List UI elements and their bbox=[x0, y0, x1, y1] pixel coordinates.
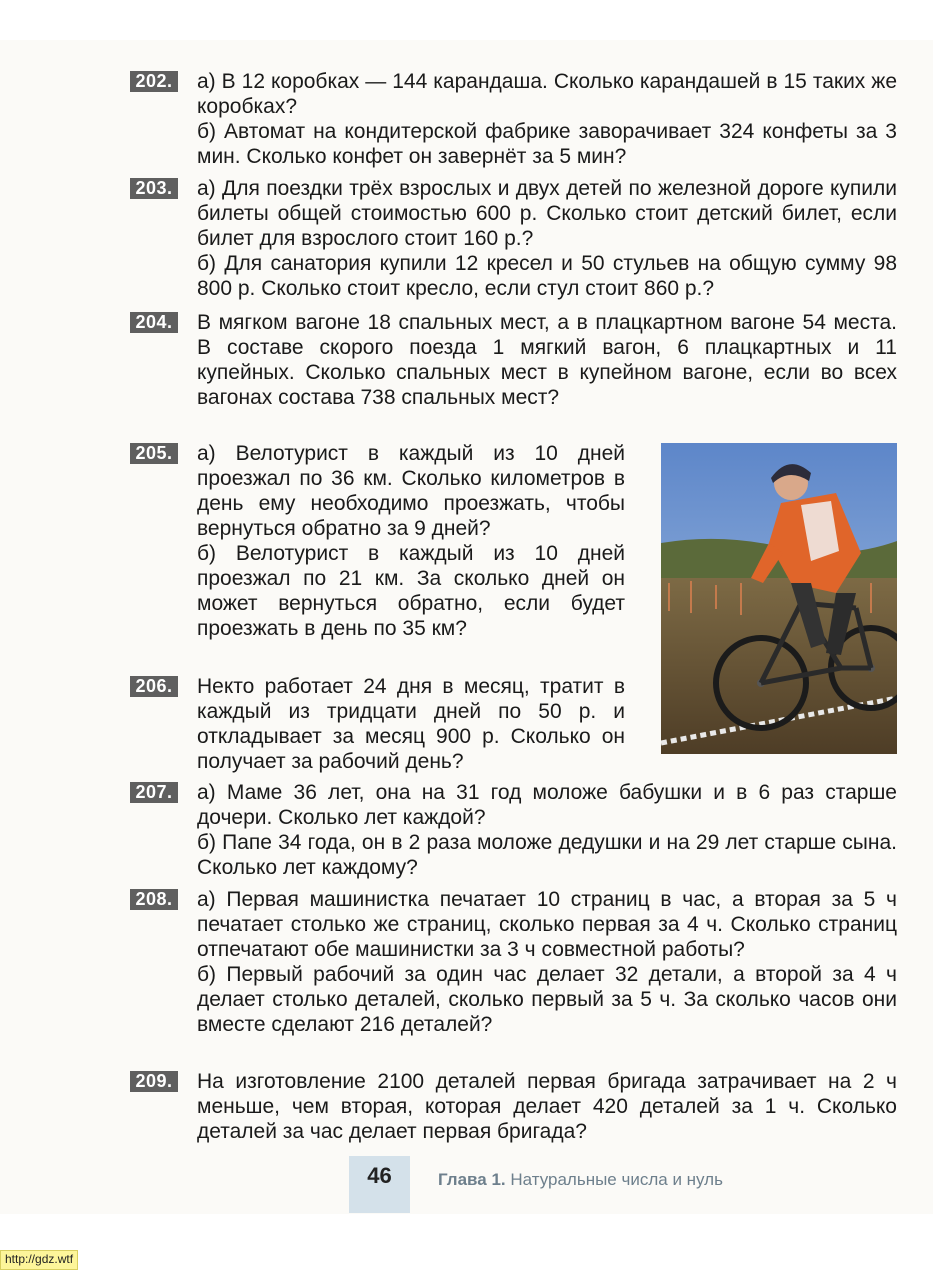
watermark-link[interactable]: http://gdz.wtf bbox=[0, 1250, 78, 1270]
problem-text bbox=[197, 310, 897, 410]
problem-part-a: а) Маме 36 лет, она на 31 год моложе бабушки и в 6 раз старше дочери. Сколько лет каждой? bbox=[197, 781, 897, 829]
chapter-label: Глава 1. bbox=[438, 1170, 506, 1189]
problem-text bbox=[197, 780, 897, 880]
problem-statement: Некто работает 24 дня в месяц, тратит в каждый из тридцати дней по 50 р. и откладывает за месяц 900 р. Сколько он получает за рабочий день? bbox=[197, 675, 625, 773]
problem-number: 204. bbox=[130, 312, 178, 333]
problem-number: 205. bbox=[130, 443, 178, 464]
page-number: 46 bbox=[367, 1163, 392, 1188]
problem-part-b: б) Велотурист в каждый из 10 дней проезжал по 21 км. За сколько дней он может вернуться обратно, если будет проезжать в день по 35 км? bbox=[197, 542, 625, 640]
problem-text bbox=[197, 176, 897, 301]
problem-text bbox=[197, 1069, 897, 1144]
problem-number: 208. bbox=[130, 889, 178, 910]
problem-text bbox=[197, 887, 897, 1037]
problem-statement: На изготовление 2100 деталей первая бригада затрачивает на 2 ч меньше, чем вторая, которая делает 420 деталей за 1 ч. Сколько деталей за час делает первая бригада? bbox=[197, 1070, 897, 1143]
cyclist-photo bbox=[661, 443, 897, 754]
problem-part-b: б) Папе 34 года, он в 2 раза моложе дедушки и на 29 лет старше сына. Сколько лет каждому? bbox=[197, 831, 897, 879]
chapter-heading bbox=[438, 1170, 723, 1190]
problem-part-a: а) В 12 коробках — 144 карандаша. Сколько карандашей в 15 таких же коробках? bbox=[197, 70, 897, 118]
problem-number: 202. bbox=[130, 71, 178, 92]
problem-statement: В мягком вагоне 18 спальных мест, а в плацкартном вагоне 54 места. В составе скорого поезда 1 мягкий вагон, 6 плацкартных и 11 купейных. Сколько спальных мест в купейном вагоне, если во всех вагонах состава 738 спальных мест? bbox=[197, 311, 897, 409]
problem-part-a: а) Первая машинистка печатает 10 страниц в час, а вторая за 5 ч печатает столько же страниц, сколько первая за 4 ч. Сколько страниц отпечатают обе машинистки за 3 ч совместной работы? bbox=[197, 888, 897, 961]
problem-text bbox=[197, 69, 897, 169]
chapter-title: Натуральные числа и нуль bbox=[510, 1170, 723, 1189]
problem-part-a: а) Велотурист в каждый из 10 дней проезжал по 36 км. Сколько километров в день ему необходимо проезжать, чтобы вернуться обратно за 9 дней? bbox=[197, 442, 625, 540]
problem-part-a: а) Для поездки трёх взрослых и двух детей по железной дороге купили билеты общей стоимостью 600 р. Сколько стоит детский билет, если билет для взрослого стоит 160 р.? bbox=[197, 177, 897, 250]
problem-part-b: б) Первый рабочий за один час делает 32 детали, а второй за 4 ч делает столько деталей, сколько первый за 5 ч. За сколько часов они вместе сделают 216 деталей? bbox=[197, 963, 897, 1036]
problem-number: 203. bbox=[130, 178, 178, 199]
problem-text bbox=[197, 674, 625, 774]
problem-number: 206. bbox=[130, 676, 178, 697]
problem-number: 207. bbox=[130, 782, 178, 803]
problem-number: 209. bbox=[130, 1071, 178, 1092]
problem-part-b: б) Автомат на кондитерской фабрике заворачивает 324 конфеты за 3 мин. Сколько конфет он завернёт за 5 мин? bbox=[197, 120, 897, 168]
problem-part-b: б) Для санатория купили 12 кресел и 50 стульев на общую сумму 98 800 р. Сколько стоит кресло, если стул стоит 860 р.? bbox=[197, 252, 897, 300]
problem-text bbox=[197, 441, 625, 641]
